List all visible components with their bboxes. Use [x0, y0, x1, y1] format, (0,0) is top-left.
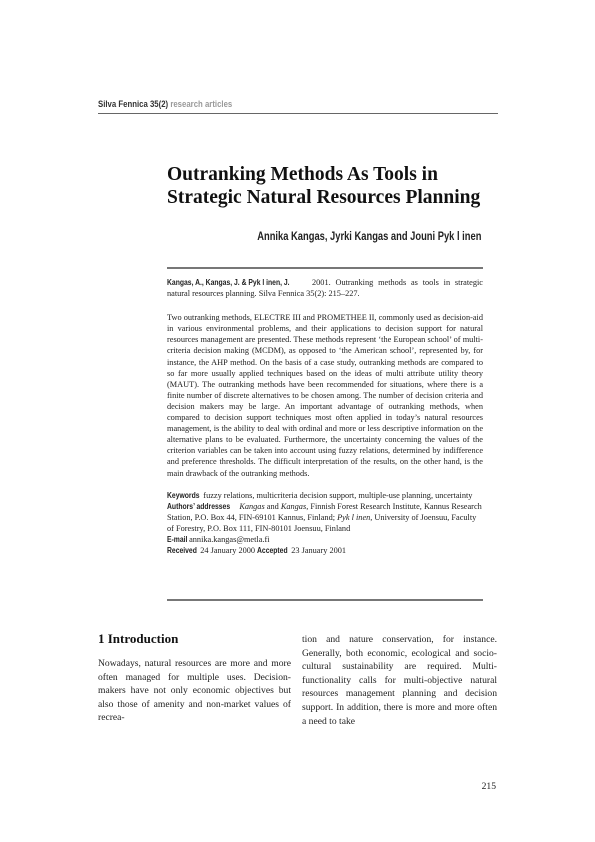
page-number: 215	[481, 781, 496, 792]
section-name: research articles	[170, 99, 233, 110]
email-label: E-mail	[167, 534, 188, 544]
keywords-text: fuzzy relations, multicriteria decision support, multiple-use planning, uncertainty	[201, 490, 473, 500]
title-line-1: Outranking Methods As Tools in	[167, 164, 438, 185]
column-left	[98, 657, 291, 725]
intro-paragraph-right: tion and nature conservation, for instance. Generally, both economic, ecological and socio-cultural sustainability are required. Multi-functionality calls for multi-objective natural resources management planning and decision support. In addition, there is more and more often a need to take	[302, 634, 497, 727]
email	[167, 534, 483, 545]
intro-paragraph-left: Nowadays, natural resources are more and more often managed for multiple uses. Decision-makers have not only economic objectives but also those of amenity and non-market values of recrea-	[98, 658, 291, 724]
author-list: Annika Kangas, Jyrki Kangas and Jouni Pyk l inen	[256, 229, 481, 243]
email-address[interactable]: annika.kangas@metla.fi	[187, 534, 270, 544]
address-part-1: , Finnish Forest Research Institute, Kannus Research Station, P.O. Box 44, FIN-69101 Kannus, Finland;	[167, 501, 482, 522]
column-right	[302, 633, 497, 728]
abstract-text: Two outranking methods, ELECTRE III and PROMETHEE II, commonly used as decision-aid in various environmental problems, and their applications to decision support for natural resources management are presented. These methods represent ‘the European school’ of multi-criteria decision making (MCDM), as opposed to ‘the American school’, represented by, for instance, the AHP method. On the basis of a case study, outranking methods are compared to so far more usually applied techniques based on the ideas of multi attribute utility theory (MAUT). The outranking methods have been recommended for situations, where there is a finite number of discrete alternatives to be chosen among. The number of decision criteria and decision makers may be large. An important advantage of outranking methods, when compared to decision support techniques most often applied in today’s natural resources management, is the ability to deal with ordinal and more or less descriptive information on the alternative plans to be evaluated. Furthermore, the uncertainty concerning the values of the criterion variables can be taken into account using fuzzy relations, determined by indifference and preference thresholds. The difficult interpretation of the results, on the other hand, is the main drawback of the outranking methods.	[167, 313, 483, 478]
abstract-block	[167, 277, 483, 556]
citation	[167, 277, 483, 299]
citation-authors: Kangas, A., Kangas, J. & Pyk l inen, J.	[167, 278, 290, 287]
title-line-2: Strategic Natural Resources Planning	[167, 187, 481, 208]
address-name-1: Kangas	[239, 501, 265, 511]
address-and: and	[264, 501, 281, 511]
accepted-label: Accepted	[257, 546, 288, 556]
citation-text: 2001. Outranking methods as tools in strategic natural resources planning. Silva Fennica 35(2): 215–227.	[167, 278, 483, 299]
received-date: 24 January 2000	[198, 546, 258, 556]
addresses-label: Authors’ addresses	[167, 501, 231, 511]
address-name-2: Kangas	[280, 501, 307, 511]
article-meta	[167, 490, 483, 557]
keywords-label: Keywords	[167, 490, 200, 500]
journal-name: Silva Fennica 35(2)	[98, 99, 169, 110]
address-name-3: Pyk l inen	[337, 512, 371, 522]
received-label: Received	[167, 546, 197, 556]
keywords	[167, 490, 483, 501]
running-head	[98, 99, 232, 110]
section-heading-introduction: 1 Introduction	[98, 631, 179, 646]
accepted-date: 23 January 2001	[289, 546, 347, 556]
authors-addresses	[167, 501, 483, 534]
abstract-top-rule	[167, 267, 483, 269]
header-rule	[98, 113, 498, 114]
address-part-2: , University of Joensuu, Faculty of Forestry, P.O. Box 111, FIN-80101 Joensuu, Finland	[167, 512, 477, 533]
dates	[167, 545, 483, 556]
abstract-bottom-rule	[167, 599, 483, 601]
article-title	[167, 163, 507, 209]
